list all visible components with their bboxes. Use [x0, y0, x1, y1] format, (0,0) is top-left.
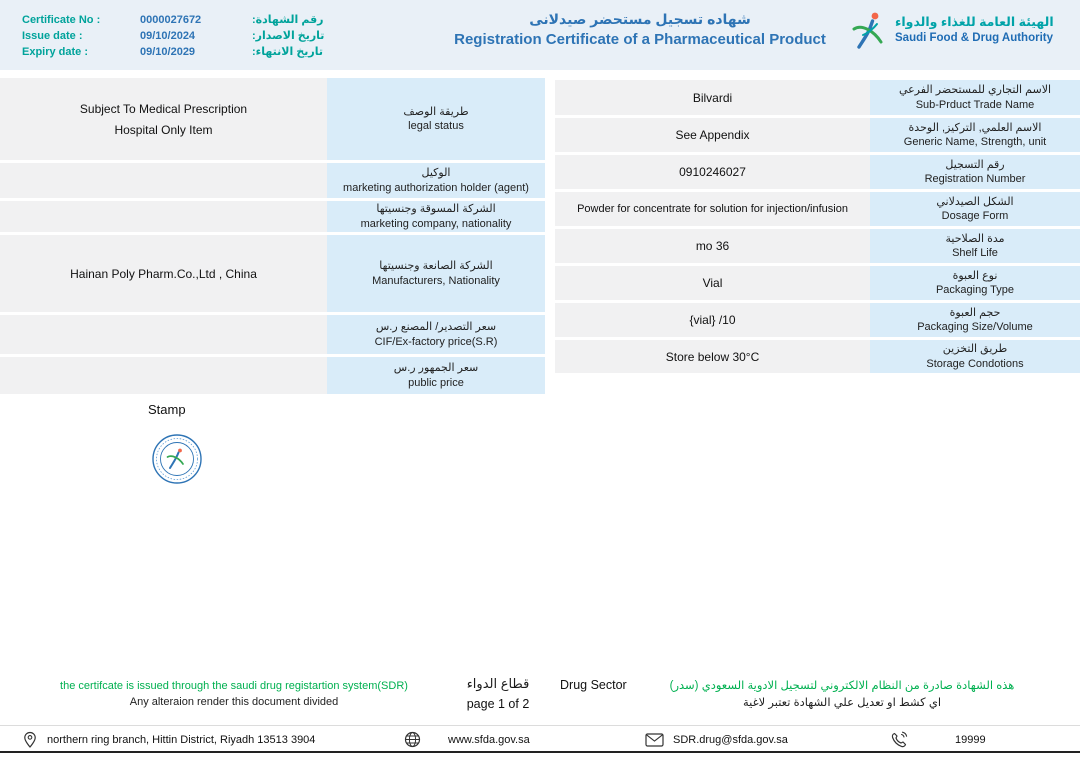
legal-status-value: [0, 78, 327, 160]
storage-conditions-value: [555, 340, 870, 373]
drug-sector-arabic: قطاع الدواء: [466, 676, 530, 691]
marketing-company-value: [0, 201, 327, 232]
certificate-meta: [22, 12, 352, 60]
legal-status-label-en: legal status: [408, 120, 464, 132]
public-price-label-ar: سعر الجمهور ر.س: [393, 362, 479, 375]
expiry-date-value: 09/10/2029: [140, 46, 196, 58]
manufacturer-value-text: Hainan Poly Pharm.Co.,Ltd , China: [70, 266, 257, 281]
legal-status-label: [327, 78, 545, 160]
header: [0, 0, 1080, 70]
public-price-value: [0, 357, 327, 394]
page-title-english: Registration Certificate of a Pharmaceutical Product: [454, 31, 826, 48]
expiry-date-label: Expiry date :: [22, 46, 89, 58]
packaging-type-value-text: Vial: [702, 276, 723, 290]
shelf-life-label-ar: مدة الصلاحية: [945, 232, 1005, 245]
dosage-form-value: [555, 192, 870, 226]
manufacturer-value: [0, 235, 327, 312]
alteration-note-ar: اي كشط او تعديل علي الشهادة تعتبر لاغية: [742, 697, 942, 710]
registration-number-value-text: 0910246027: [679, 165, 746, 179]
phone-item: [890, 726, 986, 753]
agent-label-ar: الوكيل: [421, 167, 451, 180]
shelf-life-value: [555, 229, 870, 263]
sdr-issue-note: the certifcate is issued through the saudi drug registartion system(SDR): [60, 680, 408, 692]
packaging-size-value-text: {vial} /10: [689, 313, 736, 327]
marketing-company-label-en: marketing company, nationality: [360, 217, 512, 230]
issue-date-value: 09/10/2024: [140, 30, 196, 42]
sfda-logo: [850, 9, 1054, 51]
packaging-size-label-en: Packaging Size/Volume: [917, 321, 1033, 333]
shelf-life-label: [870, 229, 1080, 263]
globe-icon: [404, 731, 421, 748]
certificate-no-label: Certificate No :: [22, 14, 101, 26]
address-item: [22, 726, 315, 753]
marketing-company-label-ar: الشركة المسوقة وجنسيتها: [376, 203, 496, 216]
registration-number-value: [555, 155, 870, 189]
official-stamp-icon: [150, 432, 204, 486]
trade-name-label-ar: الاسم التجاري للمستحضر الفرعي: [898, 84, 1052, 97]
registration-number-label-en: Registration Number: [924, 173, 1026, 185]
generic-name-label-ar: الاسم العلمي, التركيز, الوحدة: [908, 121, 1042, 134]
dosage-form-value-text: Powder for concentrate for solution for injection/infusion: [577, 203, 848, 215]
website-text: www.sfda.gov.sa: [448, 733, 530, 746]
phone-icon: [890, 731, 908, 749]
dosage-form-label-en: Dosage Form: [941, 210, 1009, 222]
issue-date-label: Issue date :: [22, 30, 83, 42]
page-number: page 1 of 2: [466, 697, 530, 711]
email-text: SDR.drug@sfda.gov.sa: [673, 733, 788, 746]
legal-status-line2: Hospital Only Item: [114, 122, 213, 137]
certificate-no-value: 0000027672: [140, 14, 202, 26]
packaging-size-value: [555, 303, 870, 337]
cif-price-label-ar: سعر التصدير/ المصنع ر.س: [375, 321, 497, 334]
legal-status-line1: Subject To Medical Prescription: [79, 101, 248, 116]
trade-name-value: [555, 80, 870, 115]
email-item: [645, 726, 788, 753]
registration-number-label: [870, 155, 1080, 189]
storage-conditions-value-text: Store below 30°C: [665, 349, 760, 364]
cif-price-label-en: CIF/Ex-factory price(S.R): [374, 335, 498, 348]
generic-name-label: [870, 118, 1080, 152]
stamp-label: Stamp: [148, 402, 186, 417]
expiry-date-label-ar: تاريخ الانتهاء:: [252, 46, 323, 58]
manufacturer-label: [327, 235, 545, 312]
generic-name-value: [555, 118, 870, 152]
manufacturer-label-en: Manufacturers, Nationality: [372, 274, 500, 287]
dosage-form-label: [870, 192, 1080, 226]
shelf-life-value-text: mo 36: [695, 239, 730, 253]
generic-name-label-en: Generic Name, Strength, unit: [903, 136, 1047, 148]
packaging-type-value: [555, 266, 870, 300]
sfda-name-arabic: الهيئة العامة للغذاء والدواء: [895, 15, 1054, 29]
footer-note-english: [18, 679, 450, 711]
storage-conditions-label-en: Storage Condotions: [926, 357, 1024, 370]
sfda-figure-icon: [850, 9, 888, 51]
legal-status-label-ar: طريقة الوصف: [403, 105, 469, 118]
alteration-note: Any alteraion render this document divided: [129, 695, 339, 708]
manufacturer-label-ar: الشركة الصانعة وجنسيتها: [379, 260, 493, 273]
dosage-form-label-ar: الشكل الصيدلاني: [936, 195, 1014, 208]
certificate-no-label-ar: رقم الشهادة:: [252, 14, 324, 26]
cif-price-label: [327, 315, 545, 354]
storage-conditions-label-ar: طريق التخزين: [942, 343, 1008, 356]
sdr-issue-note-ar: هذه الشهادة صادرة من النظام الالكتروني لتسجيل الادوية السعودي (سدر): [669, 680, 1015, 692]
agent-label-en: marketing authorization holder (agent): [343, 181, 529, 194]
page-title-arabic: شهاده تسجيل مستحضر صيدلانى: [529, 11, 751, 27]
page-title: [370, 11, 910, 48]
drug-sector-english: Drug Sector: [560, 678, 627, 692]
trade-name-value-text: Bilvardi: [692, 90, 733, 105]
public-price-label-en: public price: [408, 376, 464, 389]
agent-value: [0, 163, 327, 198]
sfda-name-english: Saudi Food & Drug Authority: [895, 31, 1054, 44]
bottom-divider: [0, 751, 1080, 753]
envelope-icon: [645, 733, 664, 747]
meta-row-certificate-no: [22, 12, 352, 28]
generic-name-value-text: See Appendix: [675, 128, 750, 142]
address-text: northern ring branch, Hittin District, Riyadh 13513 3904: [47, 733, 316, 746]
packaging-size-label: [870, 303, 1080, 337]
packaging-type-label-en: Packaging Type: [935, 284, 1015, 296]
website-item: [404, 726, 530, 753]
packaging-size-label-ar: حجم العبوة: [949, 306, 1001, 319]
agent-label: [327, 163, 545, 198]
footer-note-arabic: [648, 678, 1036, 713]
packaging-type-label-ar: نوع العبوة: [952, 269, 998, 282]
sfda-logo-text: [895, 15, 1054, 45]
meta-row-issue-date: [22, 28, 352, 44]
cif-price-value: [0, 315, 327, 354]
meta-row-expiry-date: [22, 44, 352, 60]
contact-bar: [0, 725, 1080, 753]
location-pin-icon: [22, 731, 38, 749]
public-price-label: [327, 357, 545, 394]
storage-conditions-label: [870, 340, 1080, 373]
marketing-company-label: [327, 201, 545, 232]
shelf-life-label-en: Shelf Life: [952, 247, 998, 259]
issue-date-label-ar: تاريخ الاصدار:: [252, 30, 325, 42]
packaging-type-label: [870, 266, 1080, 300]
trade-name-label: [870, 80, 1080, 115]
registration-number-label-ar: رقم التسجيل: [945, 158, 1005, 171]
trade-name-label-en: Sub-Prduct Trade Name: [915, 98, 1035, 111]
footer-page-block: [446, 676, 550, 711]
phone-text: 19999: [955, 733, 986, 746]
